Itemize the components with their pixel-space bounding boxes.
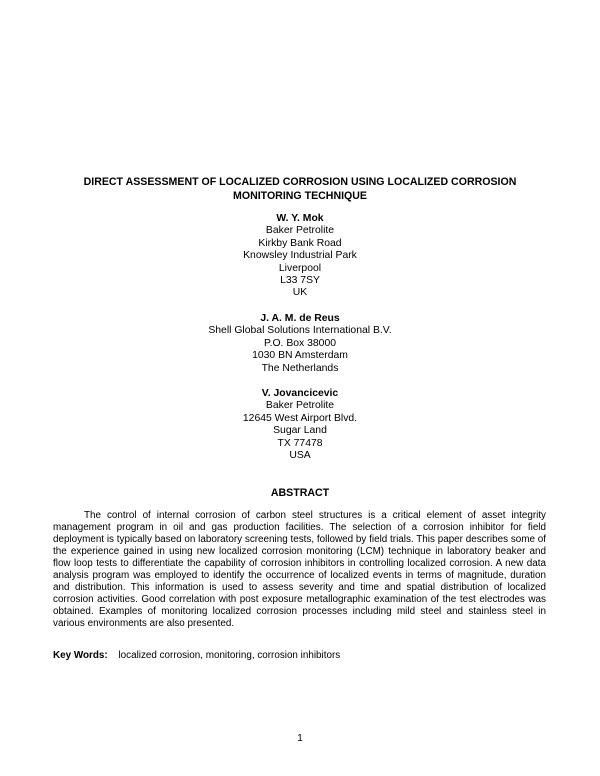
page-number: 1 (297, 733, 303, 744)
author-name: V. Jovancicevic (261, 388, 339, 399)
affiliation-line: L33 7SY (280, 275, 320, 287)
affiliation-line: Sugar Land (273, 425, 327, 437)
affiliation-line: Baker Petrolite (265, 225, 335, 237)
affiliation-line: Liverpool (278, 262, 322, 274)
paper-title (60, 175, 540, 203)
author-block (100, 388, 500, 462)
abstract-heading: ABSTRACT (270, 487, 330, 499)
author-block (100, 213, 500, 300)
affiliation-line: Baker Petrolite (265, 400, 335, 412)
affiliation-line: USA (289, 450, 311, 462)
affiliation-line: Shell Global Solutions International B.V. (208, 325, 392, 337)
keywords-line (53, 650, 546, 662)
keywords-value: localized corrosion, monitoring, corrosion inhibitors (118, 650, 341, 661)
affiliation-line: TX 77478 (277, 437, 323, 449)
affiliation-line: Knowsley Industrial Park (243, 250, 357, 262)
affiliation-line: 12645 West Airport Blvd. (242, 412, 358, 424)
affiliation-line: UK (292, 287, 308, 299)
affiliation-line: The Netherlands (261, 362, 339, 374)
title-line: MONITORING TECHNIQUE (233, 190, 367, 202)
affiliation-line: Kirkby Bank Road (258, 237, 342, 249)
affiliation-line: 1030 BN Amsterdam (252, 350, 348, 362)
affiliation-line: P.O. Box 38000 (263, 337, 337, 349)
abstract-body: The control of internal corrosion of carbon steel structures is a critical element of asset integrity management program in oil and gas production facilities. The selection of a corrosion inhibitor for field deployment is typically based on laboratory screening tests, followed by field trials. This paper describes some of the experience gained in using new localized corrosion monitoring (LCM) technique in laboratory beaker and flow loop tests to differentiate the capability of corrosion inhibitors in controlling localized corrosion. A new data analysis program was employed to identify the occurrence of localized events in terms of magnitude, duration and distribution. This information is used to assess severity and time and spatial distribution of localized corrosion activities. Good correlation with post exposure metallographic examination of the test electrodes was obtained. Examples of monitoring localized corrosion processes including mild steel and stainless steel in various environments are also presented. (53, 510, 546, 629)
title-line: DIRECT ASSESSMENT OF LOCALIZED CORROSION USING LOCALIZED CORROSION (83, 176, 517, 188)
author-name: J. A. M. de Reus (260, 313, 340, 324)
keywords-label: Key Words: (53, 650, 108, 661)
author-block (100, 313, 500, 375)
author-name: W. Y. Mok (276, 213, 324, 224)
